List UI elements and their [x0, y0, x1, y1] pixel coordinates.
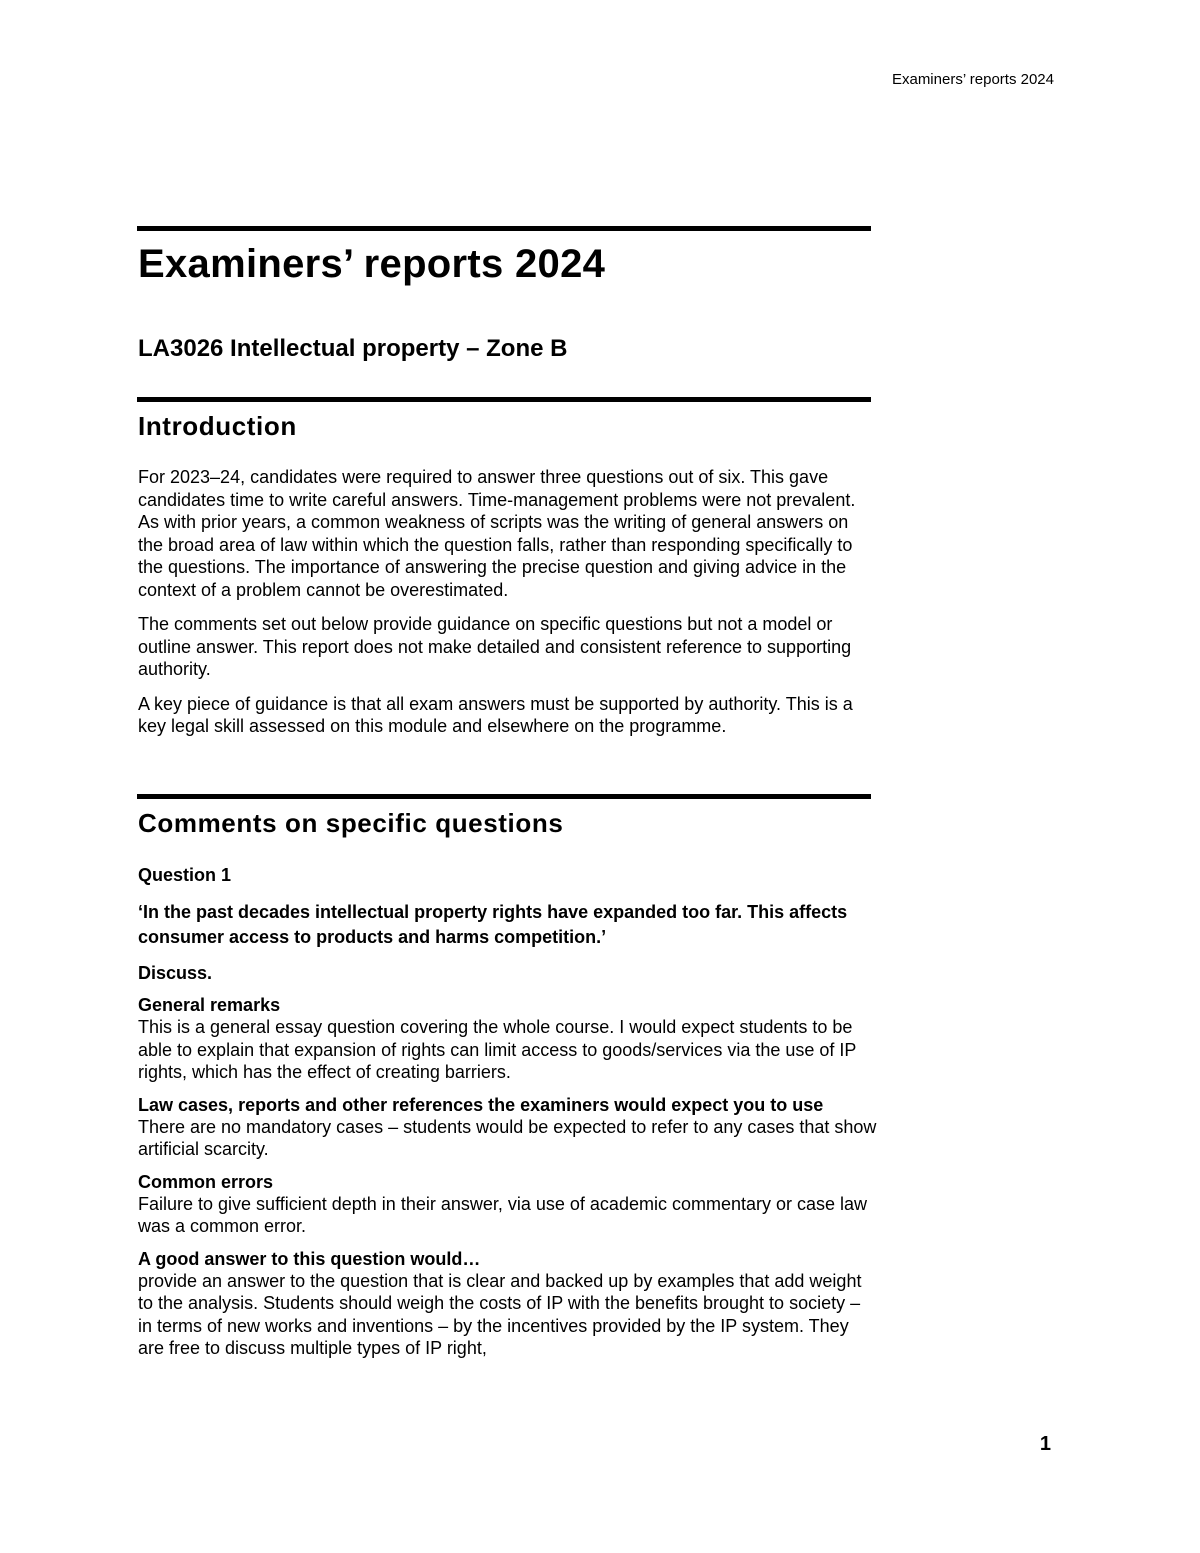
subsection-body: provide an answer to the question that is clear and backed up by examples that add weight to the analysis. Students should weigh the costs of IP with the benefits brought to society – in terms of new works and inventions – by the incentives provided by the IP system. They are free to discuss multiple types of IP right,: [138, 1270, 862, 1358]
good-answer-section: [138, 1248, 878, 1360]
title-top-rule: [137, 226, 871, 231]
question-1-block: [138, 864, 878, 1370]
comments-heading: Comments on specific questions: [138, 808, 564, 838]
subsection-body: This is a general essay question covering the whole course. I would expect students to be able to explain that expansion of rights can limit access to goods/services via the use of IP rights, which has the effect of creating barriers.: [138, 1017, 857, 1082]
common-errors-section: [138, 1171, 878, 1238]
comments-rule: [137, 794, 871, 799]
running-header: Examiners’ reports 2024: [891, 71, 1054, 88]
question-label: Question 1: [138, 865, 232, 885]
page-title: Examiners’ reports 2024: [138, 242, 606, 286]
introduction-heading: Introduction: [138, 411, 297, 441]
subsection-body: Failure to give sufficient depth in their answer, via use of academic commentary or case law was a common error.: [138, 1193, 868, 1236]
intro-paragraph: A key piece of guidance is that all exam answers must be supported by authority. This is a key legal skill assessed on this module and elsewhere on the programme.: [138, 693, 853, 736]
subsection-heading: A good answer to this question would…: [138, 1248, 481, 1269]
introduction-body: [138, 466, 878, 738]
subsection-body: There are no mandatory cases – students would be expected to refer to any cases that show artificial scarcity.: [138, 1116, 877, 1159]
subsection-heading: General remarks: [138, 995, 281, 1015]
intro-paragraph: The comments set out below provide guidance on specific questions but not a model or outline answer. This report does not make detailed and consistent reference to supporting authority.: [138, 614, 852, 679]
course-subtitle: LA3026 Intellectual property – Zone B: [138, 335, 568, 362]
page-number: 1: [1039, 1433, 1051, 1455]
references-section: [138, 1094, 878, 1161]
subsection-heading: Law cases, reports and other references the examiners would expect you to use: [138, 1094, 824, 1115]
intro-paragraph: For 2023–24, candidates were required to answer three questions out of six. This gave candidates time to write careful answers. Time-management problems were not prevalent. As with prior years, a common weakness of scripts was the writing of general answers on the broad area of law within which the question falls, rather than responding specifically to the questions. The importance of answering the precise question and giving advice in the context of a problem cannot be overestimated.: [138, 467, 856, 600]
subsection-heading: Common errors: [138, 1171, 274, 1192]
question-instruction: Discuss.: [138, 963, 213, 983]
question-text: ‘In the past decades intellectual property rights have expanded too far. This affects consumer access to products and harms competition.’: [138, 902, 848, 947]
general-remarks-section: [138, 994, 878, 1084]
introduction-rule: [137, 397, 871, 402]
